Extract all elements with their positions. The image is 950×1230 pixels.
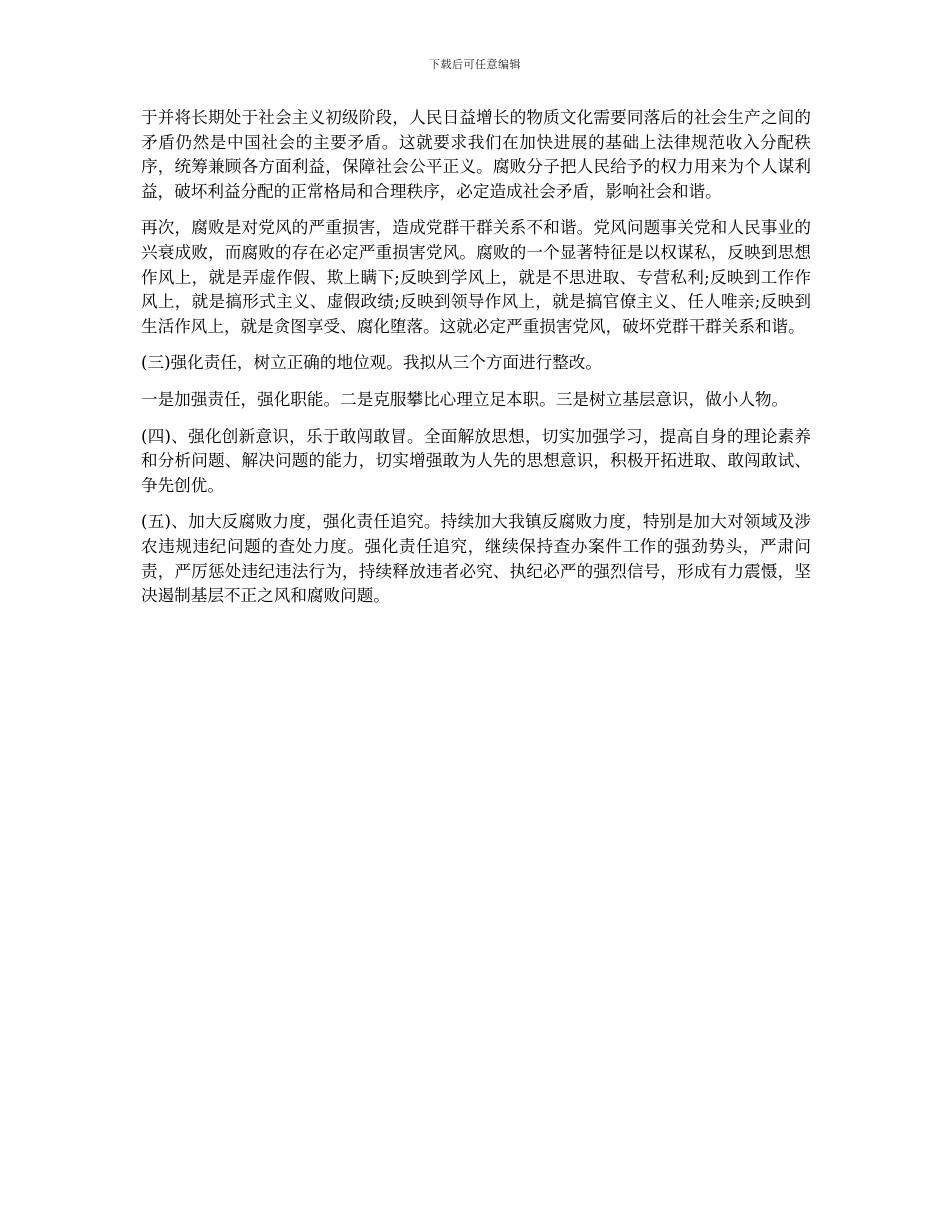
paragraph-3: (三)强化责任，树立正确的地位观。我拟从三个方面进行整改。 <box>141 353 602 373</box>
paragraph-4: 一是加强责任，强化职能。二是克服攀比心理立足本职。三是树立基层意识，做小人物。 <box>141 389 789 409</box>
document-body <box>141 106 811 621</box>
paragraph-5: (四)、强化创新意识，乐于敢闯敢冒。全面解放思想，切实加强学习，提高自身的理论素养和分析问题、解决问题的能力，切实增强敢为人先的思想意识，积极开拓进取、敢闯敢试、争先创优。 <box>141 426 811 495</box>
paragraph-2: 再次，腐败是对党风的严重损害，造成党群干群关系不和谐。党风问题事关党和人民事业的兴衰成败，而腐败的存在必定严重损害党风。腐败的一个显著特征是以权谋私，反映到思想作风上，就是弄虚作假、欺上瞒下;反映到学风上，就是不思进取、专营私利;反映到工作作风上，就是搞形式主义、虚假政绩;反映到领导作风上，就是搞官僚主义、任人唯亲;反映到生活作风上，就是贪图享受、腐化堕落。这就必定严重损害党风，破坏党群干群关系和谐。 <box>141 218 811 336</box>
paragraph-1: 于并将长期处于社会主义初级阶段，人民日益增长的物质文化需要同落后的社会生产之间的矛盾仍然是中国社会的主要矛盾。这就要求我们在加快进展的基础上法律规范收入分配秩序，统筹兼顾各方面利益，保障社会公平正义。腐败分子把人民给予的权力用来为个人谋利益，破坏利益分配的正常格局和合理秩序，必定造成社会矛盾，影响社会和谐。 <box>141 108 811 201</box>
page-header: 下载后可任意编辑 <box>429 58 521 71</box>
paragraph-6: (五)、加大反腐败力度，强化责任追究。持续加大我镇反腐败力度，特别是加大对领域及涉农违规违纪问题的查处力度。强化责任追究，继续保持查办案件工作的强劲势头，严肃问责，严厉惩处违纪违法行为，持续释放违者必究、执纪必严的强烈信号，形成有力震慑，坚决遏制基层不正之风和腐败问题。 <box>141 512 811 606</box>
